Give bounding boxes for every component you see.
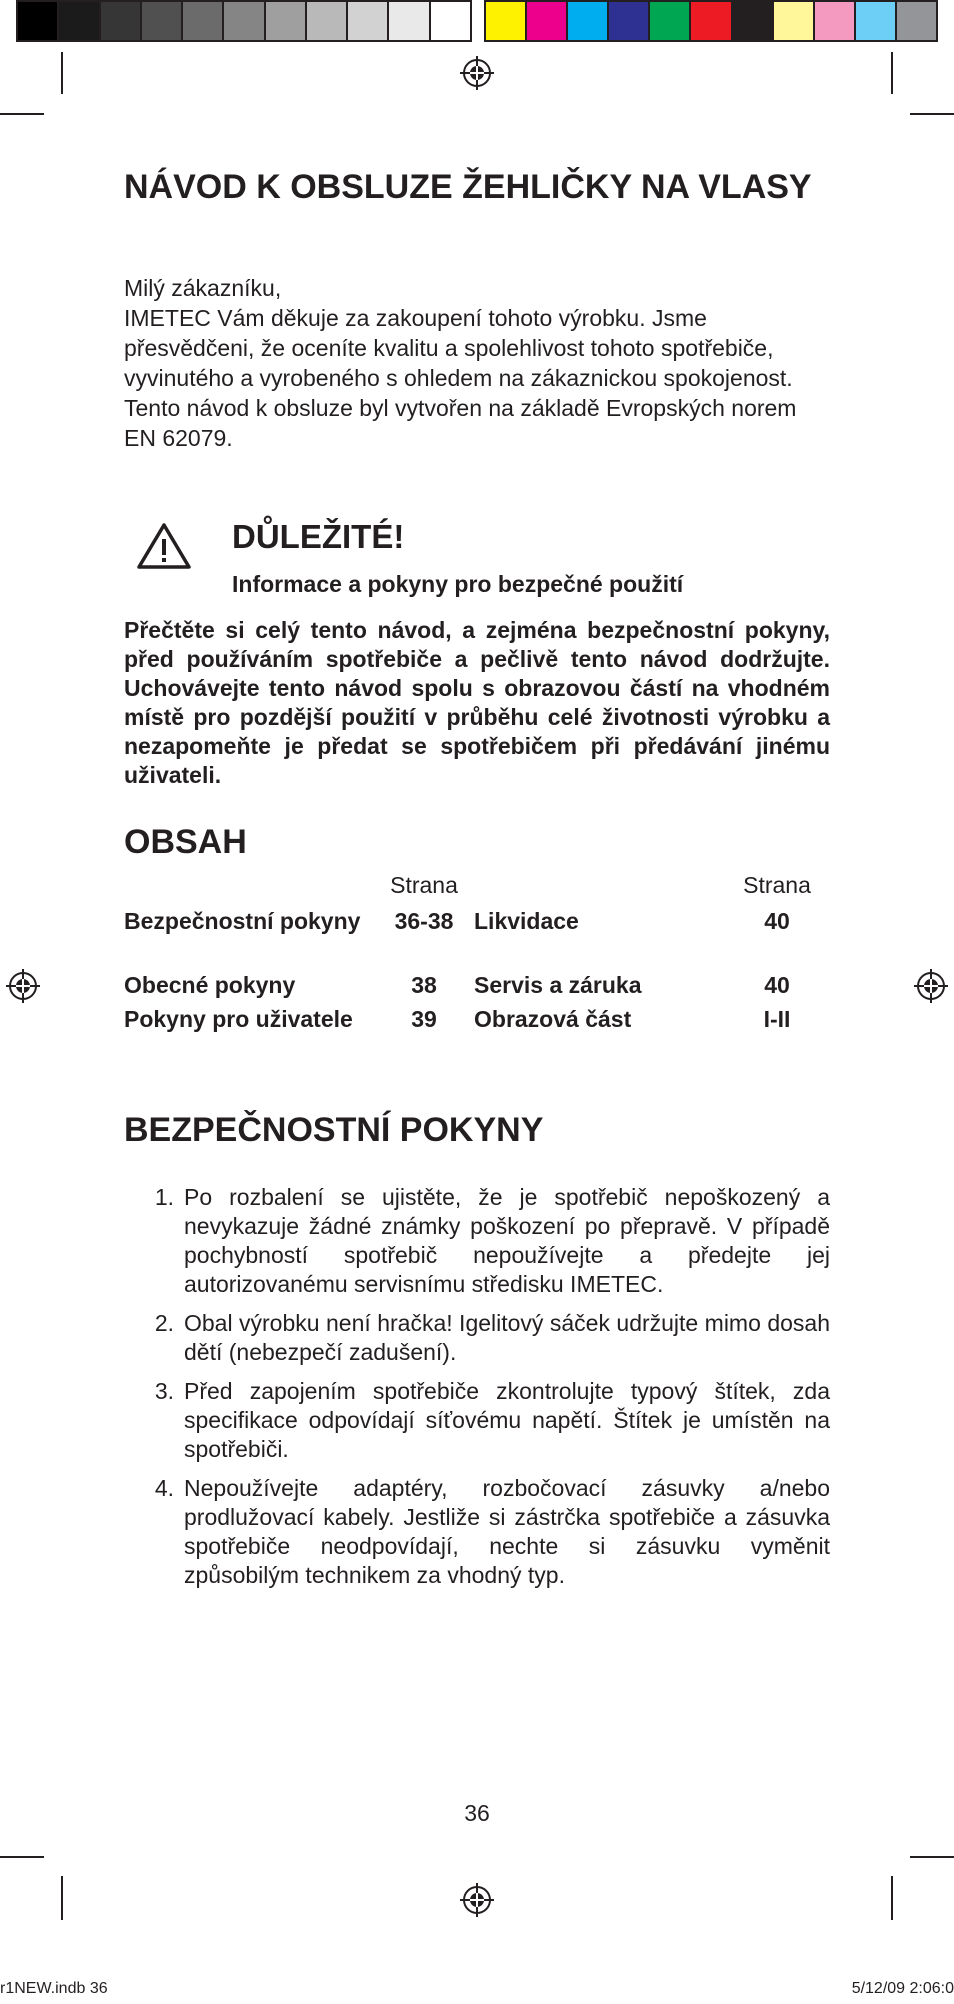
contents-item-page: 36-38 — [394, 908, 454, 934]
contents-item-page: 38 — [411, 972, 437, 998]
color-swatch — [224, 2, 265, 40]
color-swatch — [568, 2, 609, 40]
contents-item-label: Servis a záruka — [474, 972, 642, 998]
intro-paragraph: Tento návod k obsluze byl vytvořen na základě Evropských norem EN 62079. — [124, 395, 797, 451]
list-item-text: Obal výrobku není hračka! Igelitový sáček udržujte mimo dosah dětí (nebezpečí zadušení). — [184, 1310, 830, 1365]
color-swatch — [897, 2, 936, 40]
crop-mark — [61, 52, 63, 94]
list-item — [142, 1309, 830, 1367]
list-item — [142, 1183, 830, 1299]
color-swatch — [348, 2, 389, 40]
contents-item-label: Obecné pokyny — [124, 972, 296, 998]
color-swatch — [815, 2, 856, 40]
page-title: NÁVOD K OBSLUZE ŽEHLIČKY NA VLASY — [124, 168, 812, 206]
color-swatch — [59, 2, 100, 40]
color-swatch — [691, 2, 732, 40]
list-item — [142, 1377, 830, 1464]
list-item-number: 3. — [154, 1378, 174, 1404]
file-slug: r1NEW.indb 36 — [0, 1980, 108, 1997]
color-swatch — [733, 2, 774, 40]
page-column-header: Strana — [390, 872, 458, 898]
color-swatch — [266, 2, 307, 40]
process-color-bar — [484, 0, 938, 42]
color-swatch — [856, 2, 897, 40]
list-item-text: Nepoužívejte adaptéry, rozbočovací zásuvky a/nebo prodlužovací kabely. Jestliže si zástrčka spotřebiče a zásuvka spotřebiče neodpovídají, nechte si zásuvku vyměnit způsobilým technikem za vhodný typ. — [184, 1475, 830, 1588]
color-swatch — [650, 2, 691, 40]
contents-item-label: Obrazová část — [474, 1006, 632, 1032]
page-number: 36 — [464, 1800, 490, 1826]
crop-mark — [0, 113, 44, 115]
list-item-number: 1. — [154, 1184, 174, 1210]
crop-mark — [891, 52, 893, 94]
registration-mark-icon — [914, 969, 948, 1003]
color-swatch — [101, 2, 142, 40]
contents-item-label: Likvidace — [474, 908, 579, 934]
warning-text: Přečtěte si celý tento návod, a zejména bezpečnostní pokyny, před používáním spotřebiče a pečlivě tento návod dodržujte. Uchovávejte tento návod spolu s obrazovou částí na vhodném místě pro pozdější použití v průběhu celé životnosti výrobku a nezapomeňte je předat se spotřebičem při předávání jinému uživateli. — [124, 617, 830, 788]
list-item — [142, 1474, 830, 1590]
color-swatch — [18, 2, 59, 40]
list-item-text: Po rozbalení se ujistěte, že je spotřebič nepoškozený a nevykazuje žádné známky poškození po přepravě. V případě pochybností spotřebič nepoužívejte a předejte jej autorizovanému servisnímu středisku IMETEC. — [184, 1184, 830, 1297]
color-swatch — [389, 2, 430, 40]
registration-mark-icon — [460, 56, 494, 90]
crop-mark — [0, 1856, 44, 1858]
crop-mark — [61, 1876, 63, 1920]
intro-text — [124, 273, 830, 453]
color-swatch — [183, 2, 224, 40]
contents-item-label: Pokyny pro uživatele — [124, 1006, 353, 1032]
registration-mark-icon — [460, 1883, 494, 1917]
color-swatch — [527, 2, 568, 40]
warning-title: DŮLEŽITÉ! — [232, 518, 405, 555]
contents-heading: OBSAH — [124, 823, 247, 861]
color-swatch — [774, 2, 815, 40]
color-swatch — [486, 2, 527, 40]
list-item-number: 4. — [154, 1475, 174, 1501]
intro-paragraph: IMETEC Vám děkuje za zakoupení tohoto výrobku. Jsme přesvědčeni, že oceníte kvalitu a spolehlivost tohoto spotřebiče, vyvinutého a vyrobeného s ohledem na zákaznickou spokojenost. — [124, 305, 793, 391]
warning-triangle-icon — [136, 522, 192, 570]
safety-heading: BEZPEČNOSTNÍ POKYNY — [124, 1111, 544, 1149]
crop-mark — [910, 113, 954, 115]
contents-item-page: 40 — [764, 908, 790, 934]
contents-item-label: Bezpečnostní pokyny — [124, 908, 361, 934]
contents-item-page: 40 — [764, 972, 790, 998]
date-slug: 5/12/09 2:06:0 — [851, 1980, 954, 1997]
safety-list — [142, 1183, 830, 1600]
color-swatch — [431, 2, 470, 40]
greeting: Milý zákazníku, — [124, 275, 282, 301]
color-swatch — [307, 2, 348, 40]
crop-mark — [910, 1856, 954, 1858]
registration-mark-icon — [6, 969, 40, 1003]
contents-table — [124, 870, 830, 1068]
list-item-number: 2. — [154, 1310, 174, 1336]
crop-mark — [891, 1876, 893, 1920]
grayscale-color-bar — [16, 0, 472, 42]
contents-item-page: 39 — [411, 1006, 437, 1032]
color-swatch — [142, 2, 183, 40]
color-swatch — [609, 2, 650, 40]
contents-item-page: I-II — [763, 1006, 791, 1032]
page-column-header: Strana — [743, 872, 811, 898]
warning-subtitle: Informace a pokyny pro bezpečné použití — [232, 571, 684, 597]
list-item-text: Před zapojením spotřebiče zkontrolujte typový štítek, zda specifikace odpovídají síťovému napětí. Štítek je umístěn na spotřebiči. — [184, 1378, 830, 1462]
